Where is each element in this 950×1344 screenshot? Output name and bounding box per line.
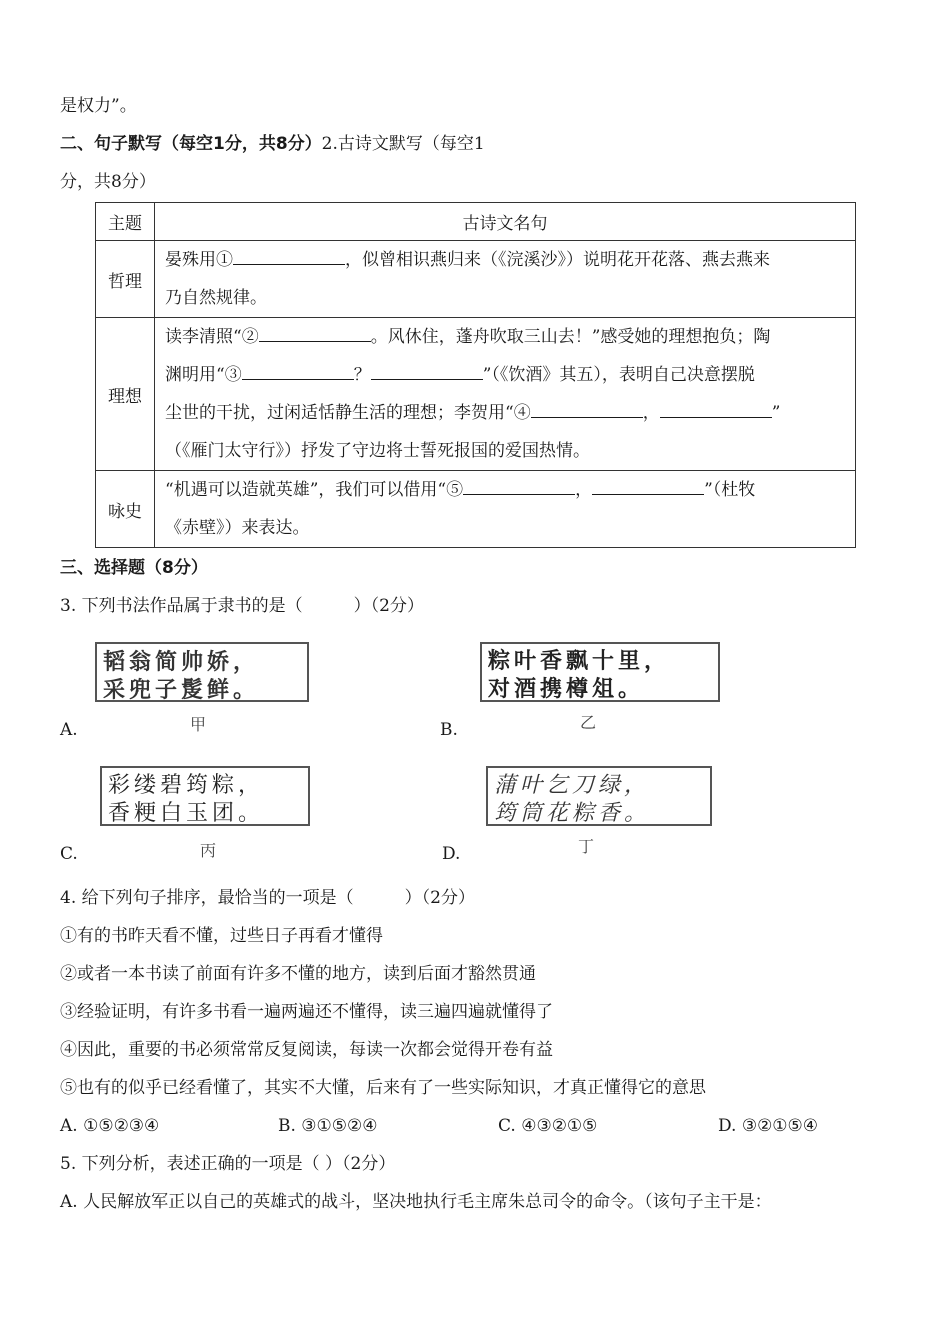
answer-blank-5a[interactable] — [463, 477, 575, 495]
calligraphy-line: 彩缕碧筠粽， — [108, 773, 265, 798]
text-segment: ？ — [353, 365, 371, 385]
content-line — [165, 471, 847, 509]
calligraphy-image-ding — [486, 766, 712, 826]
content-cell — [155, 318, 856, 471]
text-segment: （《雁门太守行》）抒发了守边将士誓死报国的爱国热情。 — [165, 441, 590, 461]
q4-sentence: ③经验证明，有许多书看一遍两遍还不懂得，读三遍四遍就懂得了 — [60, 1002, 553, 1022]
text-segment: 《赤壁》）来表达。 — [165, 518, 310, 538]
content-line — [165, 432, 847, 470]
content-line — [165, 279, 847, 317]
content-line — [165, 241, 847, 279]
text-segment: ， — [642, 403, 660, 423]
image-caption-jia: 甲 — [190, 715, 207, 734]
text-segment: ”（《饮酒》其五），表明自己决意摆脱 — [482, 365, 755, 385]
text-segment: 渊明用“③ — [165, 365, 242, 385]
theme-cell: 哲理 — [96, 241, 155, 318]
q4-stem: 4. 给下列句子排序，最恰当的一项是（ ）（2分） — [60, 888, 475, 908]
table-row — [96, 471, 856, 548]
q4-choice-b[interactable]: B. ③①⑤②④ — [278, 1116, 378, 1136]
calligraphy-image-bing — [100, 766, 310, 826]
answer-blank-4a[interactable] — [531, 400, 643, 418]
option-c-label[interactable]: C. — [60, 844, 78, 864]
answer-blank-3b[interactable] — [371, 362, 483, 380]
table-row — [96, 318, 856, 471]
table-header-row — [96, 203, 856, 241]
content-line — [165, 394, 847, 432]
calligraphy-image-yi — [480, 642, 720, 702]
section2-heading — [60, 132, 485, 156]
q5-option-a[interactable]: A. 人民解放军正以自己的英雄式的战斗，坚决地执行毛主席朱总司令的命令。（该句子主干是： — [60, 1192, 772, 1212]
option-d-label[interactable]: D. — [442, 844, 461, 864]
table-header-theme: 主题 — [96, 203, 155, 241]
theme-cell: 咏史 — [96, 471, 155, 548]
calligraphy-line: 韬翁简帅娇， — [103, 649, 260, 675]
content-line — [165, 509, 847, 547]
answer-blank-4b[interactable] — [660, 400, 772, 418]
table-row — [96, 241, 856, 318]
text-segment: 晏殊用① — [165, 250, 233, 270]
answer-blank-1[interactable] — [233, 247, 345, 265]
section2-heading-rest: 2.古诗文默写（每空1 — [321, 134, 485, 154]
q5-stem: 5. 下列分析，表述正确的一项是（ ）（2分） — [60, 1154, 396, 1174]
section3-heading: 三、选择题（8分） — [60, 558, 208, 578]
section2-heading-cont: 分，共8分） — [60, 172, 156, 192]
previous-text-fragment: 是权力”。 — [60, 96, 137, 116]
content-cell — [155, 471, 856, 548]
text-segment: 。风休住，蓬舟吹取三山去！”感受她的理想抱负；陶 — [370, 327, 771, 347]
q4-sentence: ②或者一本书读了前面有许多不懂的地方，读到后面才豁然贯通 — [60, 964, 536, 984]
q4-choice-c[interactable]: C. ④③②①⑤ — [498, 1116, 598, 1136]
calligraphy-line: 采兜子髲鲜。 — [103, 677, 260, 703]
q4-sentence: ④因此，重要的书必须常常反复阅读，每读一次都会觉得开卷有益 — [60, 1040, 553, 1060]
text-segment: ”（杜牧 — [704, 480, 756, 500]
text-segment: ， — [575, 480, 593, 500]
q4-sentence: ⑤也有的似乎已经看懂了，其实不大懂，后来有了一些实际知识，才真正懂得它的意思 — [60, 1078, 706, 1098]
calligraphy-image-jia — [95, 642, 309, 702]
answer-blank-3a[interactable] — [242, 362, 354, 380]
image-caption-ding: 丁 — [578, 837, 595, 856]
image-caption-bing: 丙 — [200, 841, 217, 860]
text-segment: 乃自然规律。 — [165, 288, 267, 308]
content-line — [165, 356, 847, 394]
answer-blank-2[interactable] — [259, 324, 371, 342]
image-caption-yi: 乙 — [580, 713, 597, 732]
option-a-label[interactable]: A. — [60, 720, 78, 740]
text-segment: “机遇可以造就英雄”，我们可以借用“⑤ — [165, 480, 464, 500]
calligraphy-line: 香粳白玉团。 — [108, 801, 265, 826]
theme-cell: 理想 — [96, 318, 155, 471]
text-segment: ，似曾相识燕归来（《浣溪沙》）说明花开花落、燕去燕来 — [345, 250, 770, 270]
q4-choice-d[interactable]: D. ③②①⑤④ — [718, 1116, 819, 1136]
q4-sentence: ①有的书昨天看不懂，过些日子再看才懂得 — [60, 926, 383, 946]
content-line — [165, 318, 847, 356]
calligraphy-line: 粽叶香飘十里， — [488, 649, 671, 674]
text-segment: ” — [771, 403, 781, 423]
calligraphy-line: 筠筒花粽香。 — [494, 801, 651, 826]
text-segment: 读李清照“② — [165, 327, 259, 347]
calligraphy-line: 对酒携樽俎。 — [488, 677, 645, 702]
content-cell — [155, 241, 856, 318]
answer-blank-5b[interactable] — [592, 477, 704, 495]
q4-choice-a[interactable]: A. ①⑤②③④ — [60, 1116, 160, 1136]
option-b-label[interactable]: B. — [440, 720, 458, 740]
table-header-content: 古诗文名句 — [155, 203, 856, 241]
poem-table — [95, 202, 856, 548]
section2-heading-bold: 二、句子默写（每空1分，共8分） — [60, 134, 322, 154]
q3-stem: 3. 下列书法作品属于隶书的是（ ）（2分） — [60, 596, 424, 616]
text-segment: 尘世的干扰，过闲适恬静生活的理想；李贺用“④ — [165, 403, 531, 423]
calligraphy-line: 蒲叶乞刀绿， — [494, 773, 651, 798]
